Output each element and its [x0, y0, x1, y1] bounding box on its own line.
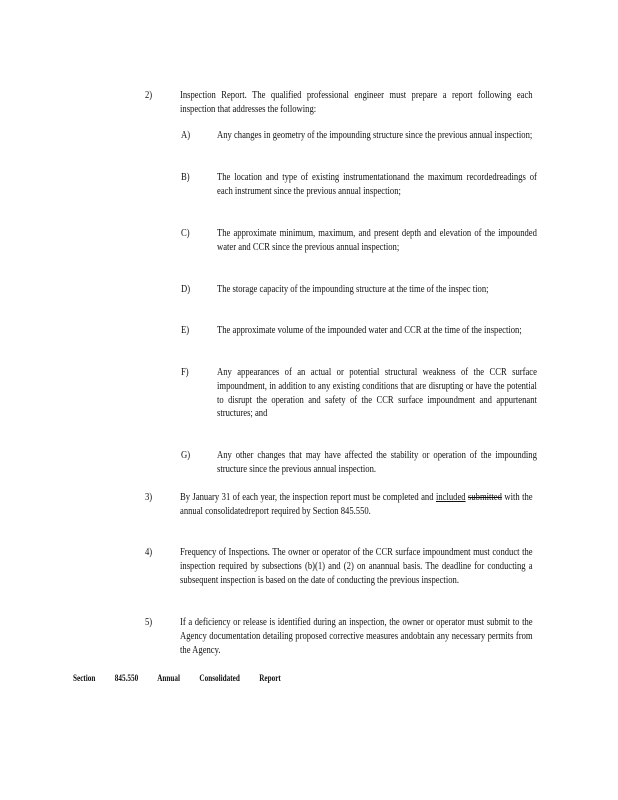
item-2-text: Inspection Report. The qualified professional engineer must prepare a report following each inspection that addresses the following: [180, 90, 533, 115]
item-2c-text: The approximate minimum, maximum, and present depth and elevation of the impounded water and CCR since the previous annual inspection; [217, 228, 537, 253]
item-2-number: 2) [145, 90, 153, 101]
item-2e-text: The approximate volume of the impounded water and CCR at the time of the inspection; [217, 325, 522, 336]
item-2c-letter: C) [181, 228, 190, 239]
item-3-number: 3) [145, 492, 153, 503]
item-3-text [180, 491, 533, 519]
item-5-text: If a deficiency or release is identified during an inspection, the owner or operator must submit to the Agency documentation detailing proposed corrective measures andobtain any necessary permits from the Agency. [180, 617, 533, 656]
item-5-number: 5) [145, 617, 153, 628]
item-4-number: 4) [145, 547, 153, 558]
item-2f-text: Any appearances of an actual or potential structural weakness of the CCR surface impoundment, in addition to any existing conditions that are disrupting or have the potential to disrupt the operation and safety of the CCR surface impoundment and appurtenant structures; and [217, 367, 537, 420]
item-2e-letter: E) [181, 325, 190, 336]
section-heading: Section 845.550 Annual Consolidated Report [73, 673, 281, 683]
item-2g-text: Any other changes that may have affected the stability or operation of the impounding structure since the previous annual inspection. [217, 450, 537, 475]
deleted-text: submitted [468, 492, 502, 503]
item-2g-letter: G) [181, 450, 191, 461]
item-4-text: Frequency of Inspections. The owner or operator of the CCR surface impoundment must conduct the inspection required by subsections (b)(1) and (2) on anannual basis. The deadline for conducting a subsequent inspection is based on the date of conducting the previous inspection. [180, 547, 533, 586]
item-2b-letter: B) [181, 172, 190, 183]
item-2d-letter: D) [181, 284, 191, 295]
item-2d-text: The storage capacity of the impounding structure at the time of the inspec tion; [217, 284, 489, 295]
inserted-text: included [435, 492, 466, 503]
item-3-text-after: with the annual consolidatedreport required by Section 845.550. [180, 492, 533, 517]
item-2a-letter: A) [181, 130, 191, 141]
item-2a-text: Any changes in geometry of the impounding structure since the previous annual inspection; [217, 130, 533, 141]
item-2b-text: The location and type of existing instrumentationand the maximum recordedreadings of each instrument since the previous annual inspection; [217, 172, 537, 197]
item-3-text-before: By January 31 of each year, the inspection report must be completed and [180, 492, 434, 503]
item-2f-letter: F) [181, 367, 189, 378]
